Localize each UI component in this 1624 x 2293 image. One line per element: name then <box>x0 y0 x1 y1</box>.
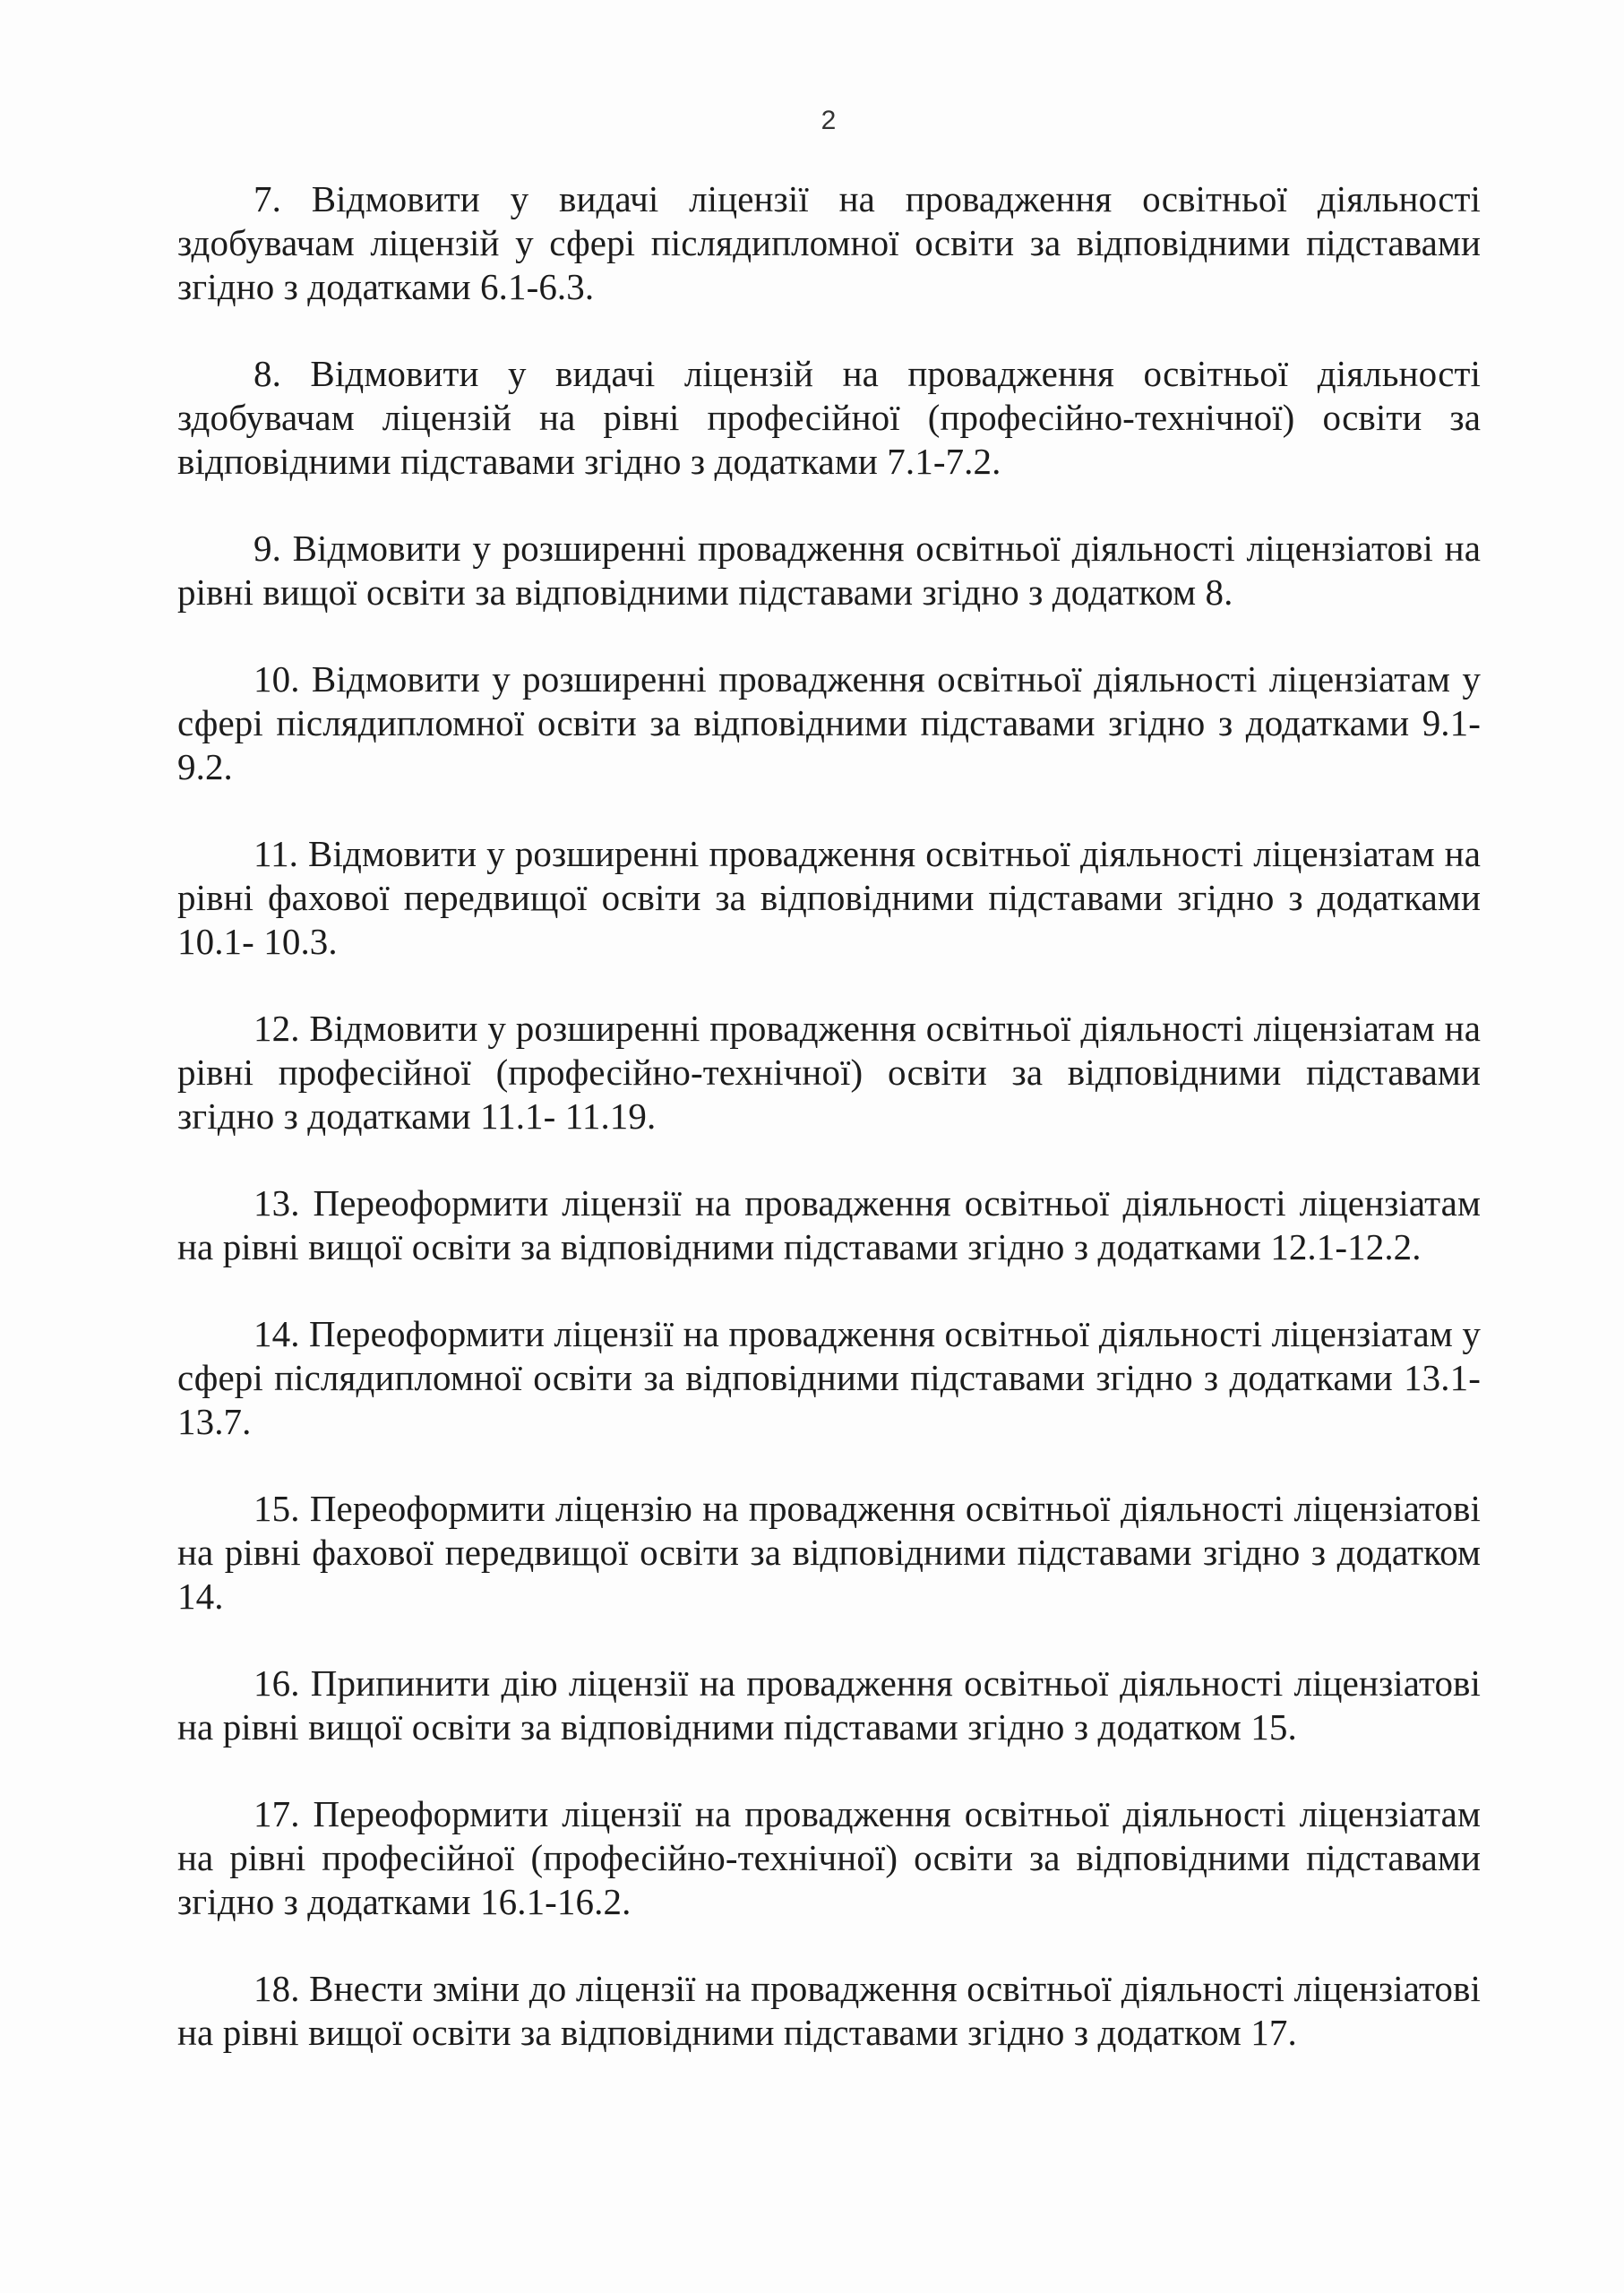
paragraph-item-16: 16. Припинити дію ліцензії на провадження освітньої діяльності ліцензіатові на рівні вищої освіти за відповідними підставами згідно з додатком 15. <box>177 1662 1481 1748</box>
page-number: 2 <box>821 106 837 135</box>
paragraph-item-12: 12. Відмовити у розширенні провадження освітньої діяльності ліцензіатам на рівні професійної (професійно-технічної) освіти за відповідними підставами згідно з додатками 11.1- 11.19. <box>177 1008 1481 1137</box>
paragraph-item-9: 9. Відмовити у розширенні провадження освітньої діяльності ліцензіатові на рівні вищої освіти за відповідними підставами згідно з додатком 8. <box>177 528 1481 613</box>
paragraph-item-13: 13. Переоформити ліцензії на провадження освітньої діяльності ліцензіатам на рівні вищої освіти за відповідними підставами згідно з додатками 12.1-12.2. <box>177 1182 1481 1267</box>
paragraph-item-14: 14. Переоформити ліцензії на провадження освітньої діяльності ліцензіатам у сфері післядипломної освіти за відповідними підставами згідно з додатками 13.1-13.7. <box>177 1313 1481 1442</box>
paragraph-item-15: 15. Переоформити ліцензію на провадження освітньої діяльності ліцензіатові на рівні фахової передвищої освіти за відповідними підставами згідно з додатком 14. <box>177 1488 1481 1617</box>
paragraph-item-18: 18. Внести зміни до ліцензії на провадження освітньої діяльності ліцензіатові на рівні вищої освіти за відповідними підставами згідно з додатком 17. <box>177 1968 1481 2053</box>
paragraph-item-10: 10. Відмовити у розширенні провадження освітньої діяльності ліцензіатам у сфері післядипломної освіти за відповідними підставами згідно з додатками 9.1-9.2. <box>177 658 1481 787</box>
paragraph-item-8: 8. Відмовити у видачі ліцензій на провадження освітньої діяльності здобувачам ліцензій на рівні професійної (професійно-технічної) освіти за відповідними підставами згідно з додатками 7.1-7.2. <box>177 353 1481 482</box>
document-body <box>177 177 1481 2098</box>
paragraph-item-11: 11. Відмовити у розширенні провадження освітньої діяльності ліцензіатам на рівні фахової передвищої освіти за відповідними підставами згідно з додатками 10.1- 10.3. <box>177 833 1481 962</box>
paragraph-item-17: 17. Переоформити ліцензії на провадження освітньої діяльності ліцензіатам на рівні професійної (професійно-технічної) освіти за відповідними підставами згідно з додатками 16.1-16.2. <box>177 1793 1481 1922</box>
paragraph-item-7: 7. Відмовити у видачі ліцензії на провадження освітньої діяльності здобувачам ліцензій у сфері післядипломної освіти за відповідними підставами згідно з додатками 6.1-6.3. <box>177 178 1481 307</box>
